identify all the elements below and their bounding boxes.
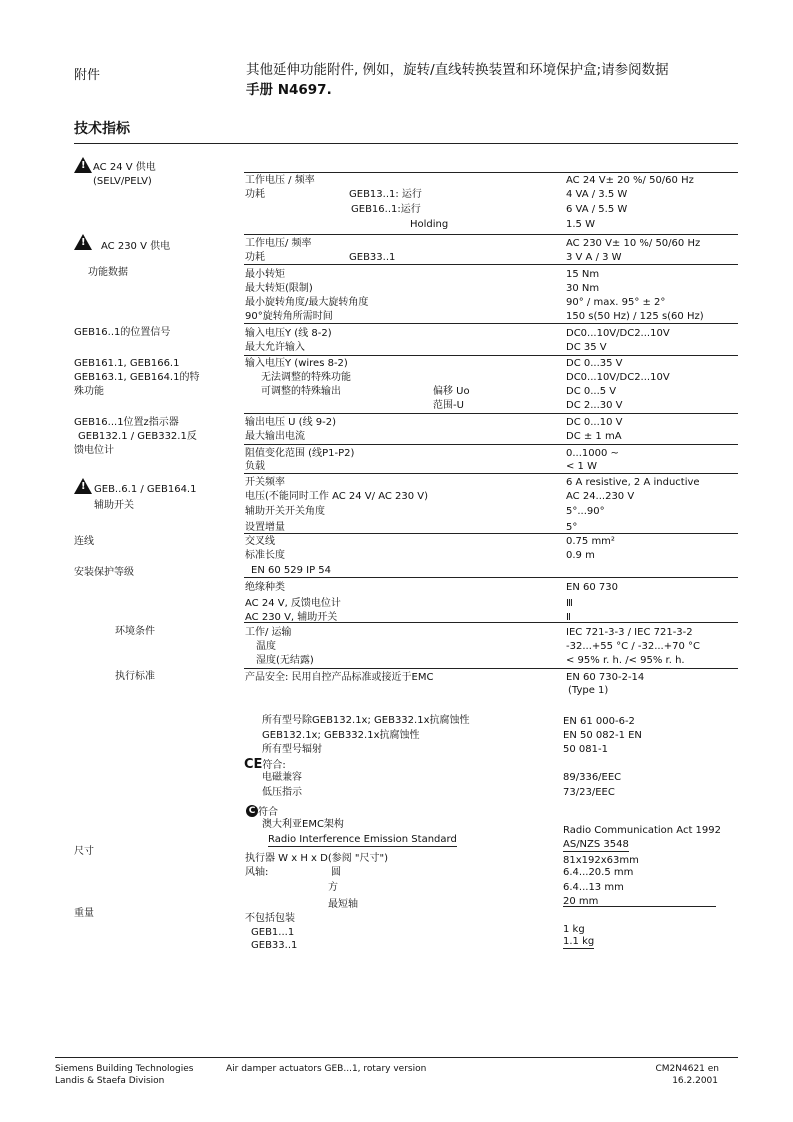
spec-weight-excl: 不包括包装 bbox=[245, 913, 295, 924]
value-radio-act: Radio Communication Act 1992 bbox=[563, 825, 721, 836]
value-cross-section: 0.75 mm² bbox=[566, 536, 615, 547]
value-weight-geb1: 1 kg bbox=[563, 924, 585, 935]
value-rotation-time: 150 s(50 Hz) / 125 s(60 Hz) bbox=[566, 311, 704, 322]
value-switch-angle: 5°...90° bbox=[566, 506, 605, 517]
spec-voltage-230: 工作电压/ 频率 bbox=[245, 238, 312, 249]
value-shaft-min: 20 mm bbox=[563, 896, 599, 907]
spec-weight-geb33: GEB33..1 bbox=[251, 940, 298, 951]
label-geb61-l2: 辅助开关 bbox=[94, 500, 134, 511]
spec-shaft: 风轴: bbox=[245, 867, 269, 878]
value-rotation-angle: 90° / max. 95° ± 2° bbox=[566, 297, 666, 308]
value-setting-increment: 5° bbox=[566, 522, 578, 533]
accessories-text-line1: 其他延伸功能附件, 例如，旋转/直线转换装置和环境保护盒;请参阅数据 bbox=[246, 62, 669, 78]
spec-range: 范围-U bbox=[433, 400, 464, 411]
spec-holding: Holding bbox=[410, 219, 449, 230]
spec-weight-geb1: GEB1...1 bbox=[251, 927, 295, 938]
group-rule bbox=[244, 533, 738, 534]
spec-max-torque: 最大转矩(限制) bbox=[245, 283, 313, 294]
value-geb16-power: 6 VA / 5.5 W bbox=[566, 204, 628, 215]
label-selv: (SELV/PELV) bbox=[93, 176, 152, 187]
spec-output-voltage: 输出电压 U (线 9-2) bbox=[245, 417, 336, 428]
group-rule bbox=[244, 264, 738, 265]
value-immunity-all: EN 61 000-6-2 bbox=[563, 716, 635, 727]
spec-insulation-24: AC 24 V, 反馈电位计 bbox=[245, 598, 341, 609]
warning-icon bbox=[74, 157, 92, 173]
spec-conformity: 符合: bbox=[262, 760, 286, 771]
spec-geb33: GEB33..1 bbox=[349, 252, 396, 263]
value-weight-geb33: 1.1 kg bbox=[563, 936, 595, 947]
spec-standard-length: 标准长度 bbox=[245, 550, 285, 561]
spec-power-230: 功耗 bbox=[245, 252, 265, 263]
label-geb16z-l3: 馈电位计 bbox=[74, 445, 114, 456]
group-rule bbox=[244, 323, 738, 324]
value-emission: 50 081-1 bbox=[563, 744, 608, 755]
value-actuator-size: 81x192x63mm bbox=[563, 855, 639, 866]
value-nonadjustable: DC0...10V/DC2...10V bbox=[566, 372, 670, 383]
label-dimensions: 尺寸 bbox=[74, 846, 94, 857]
value-insulation-230: Ⅱ bbox=[566, 612, 571, 623]
group-rule bbox=[244, 577, 738, 578]
spec-insulation: 绝缘种类 bbox=[245, 582, 285, 593]
value-operation-transport: IEC 721-3-3 / IEC 721-3-2 bbox=[566, 627, 693, 638]
value-humidity: < 95% r. h. /< 95% r. h. bbox=[566, 655, 685, 666]
label-weight: 重量 bbox=[74, 908, 94, 919]
spec-rotation-angle: 最小旋转角度/最大旋转角度 bbox=[245, 297, 369, 308]
spec-power-24: 功耗 bbox=[245, 189, 265, 200]
spec-conformity-au: 符合 bbox=[258, 807, 278, 818]
spec-min-torque: 最小转矩 bbox=[245, 269, 285, 280]
value-output-voltage: DC 0...10 V bbox=[566, 417, 623, 428]
footer-division: Landis & Staefa Division bbox=[55, 1076, 165, 1086]
spec-adjustable: 可调整的特殊输出 bbox=[261, 386, 341, 397]
label-geb16z-l1: GEB16...1位置z指示器 bbox=[74, 417, 179, 428]
warning-icon bbox=[74, 234, 92, 250]
label-function-data: 功能数据 bbox=[88, 267, 128, 278]
c-tick-icon: C bbox=[246, 805, 258, 817]
spec-operation-transport: 工作/ 运输 bbox=[245, 627, 292, 638]
group-rule bbox=[244, 234, 738, 235]
label-protection: 安装保护等级 bbox=[74, 567, 134, 578]
spec-radio-standard: Radio Interference Emission Standard bbox=[268, 834, 457, 845]
spec-rotation-time: 90°旋转角所需时间 bbox=[245, 311, 333, 322]
value-voltage-230: AC 230 V± 10 %/ 50/60 Hz bbox=[566, 238, 701, 249]
spec-humidity: 湿度(无结露) bbox=[256, 655, 314, 666]
value-shaft-round: 6.4...20.5 mm bbox=[563, 867, 634, 878]
spec-geb13-run: GEB13..1: 运行 bbox=[349, 189, 422, 200]
value-geb13-power: 4 VA / 3.5 W bbox=[566, 189, 628, 200]
spec-shaft-round: 圆 bbox=[331, 867, 341, 878]
spec-ip-rating: EN 60 529 IP 54 bbox=[251, 565, 332, 576]
spec-emission: 所有型号辐射 bbox=[262, 744, 322, 755]
group-rule bbox=[244, 444, 738, 445]
value-switch-voltage: AC 24...230 V bbox=[566, 491, 635, 502]
spec-switch-frequency: 开关频率 bbox=[245, 477, 285, 488]
ce-mark bbox=[244, 753, 286, 772]
value-output-current: DC ± 1 mA bbox=[566, 431, 622, 442]
spec-resistance: 阻值变化范围 (线P1-P2) bbox=[245, 448, 355, 459]
footer-title: Air damper actuators GEB...1, rotary version bbox=[226, 1064, 427, 1074]
section-title: 技术指标 bbox=[74, 121, 130, 137]
ce-icon: CE bbox=[244, 757, 263, 772]
footer-date: 16.2.2001 bbox=[672, 1076, 718, 1086]
label-geb61-l1: GEB..6.1 / GEB164.1 bbox=[94, 484, 197, 495]
spec-load: 负载 bbox=[245, 461, 265, 472]
value-holding: 1.5 W bbox=[566, 219, 595, 230]
spec-setting-increment: 设置增量 bbox=[245, 522, 285, 533]
value-max-torque: 30 Nm bbox=[566, 283, 600, 294]
value-insulation: EN 60 730 bbox=[566, 582, 618, 593]
value-emc: 89/336/EEC bbox=[563, 772, 622, 783]
group-rule bbox=[244, 355, 738, 356]
label-geb16-position: GEB16..1的位置信号 bbox=[74, 327, 171, 338]
label-ac230: AC 230 V 供电 bbox=[101, 241, 171, 252]
value-load: < 1 W bbox=[566, 461, 597, 472]
accessories-label: 附件 bbox=[74, 68, 101, 83]
value-insulation-24: Ⅲ bbox=[566, 598, 573, 609]
ctick-mark bbox=[246, 800, 278, 819]
spec-output-current: 最大输出电流 bbox=[245, 431, 305, 442]
label-environment: 环境条件 bbox=[115, 626, 155, 637]
label-geb161-l2: GEB163.1, GEB164.1的特 bbox=[74, 372, 200, 383]
spec-actuator-size: 执行器 W x H x D(参阅 "尺寸") bbox=[245, 853, 389, 864]
value-max-input: DC 35 V bbox=[566, 342, 607, 353]
label-geb161-l3: 殊功能 bbox=[74, 386, 104, 397]
footer-company: Siemens Building Technologies bbox=[55, 1064, 194, 1074]
value-min-torque: 15 Nm bbox=[566, 269, 600, 280]
spec-max-input: 最大允许输入 bbox=[245, 342, 305, 353]
spec-shaft-min: 最短轴 bbox=[328, 899, 358, 910]
spec-temperature: 温度 bbox=[256, 641, 276, 652]
label-ac24: AC 24 V 供电 bbox=[93, 162, 156, 173]
value-immunity-geb132: EN 50 082-1 EN bbox=[563, 730, 642, 741]
spec-au-emc: 澳大利亚EMC架构 bbox=[262, 819, 344, 830]
label-cable: 连线 bbox=[74, 536, 94, 547]
value-input-voltage: DC0...10V/DC2...10V bbox=[566, 328, 670, 339]
spec-offset: 偏移 Uo bbox=[433, 386, 470, 397]
spec-emc: 电磁兼容 bbox=[262, 772, 302, 783]
warning-icon bbox=[74, 478, 92, 494]
group-rule bbox=[244, 413, 738, 414]
spec-voltage-24: 工作电压 / 频率 bbox=[245, 175, 315, 186]
spec-low-voltage: 低压指示 bbox=[262, 787, 302, 798]
label-geb161-l1: GEB161.1, GEB166.1 bbox=[74, 358, 180, 369]
label-standards: 执行标准 bbox=[115, 671, 155, 682]
spec-nonadjustable: 无法调整的特殊功能 bbox=[261, 372, 351, 383]
footer-doc-number: CM2N4621 en bbox=[655, 1064, 719, 1074]
accessories-text-line2: 手册 N4697. bbox=[246, 82, 332, 98]
value-low-voltage: 73/23/EEC bbox=[563, 787, 615, 798]
value-voltage-24: AC 24 V± 20 %/ 50/60 Hz bbox=[566, 175, 694, 186]
footer-rule bbox=[55, 1057, 738, 1058]
value-shaft-square: 6.4...13 mm bbox=[563, 882, 624, 893]
value-resistance: 0...1000 ~ bbox=[566, 448, 619, 459]
spec-cross-section: 交叉线 bbox=[245, 536, 275, 547]
spec-product-safety: 产品安全: 民用自控产品标准或接近于EMC bbox=[245, 672, 434, 683]
group-rule bbox=[244, 668, 738, 669]
group-rule bbox=[244, 473, 738, 474]
value-temperature: -32...+55 °C / -32...+70 °C bbox=[566, 641, 700, 652]
value-input-wires: DC 0...35 V bbox=[566, 358, 623, 369]
value-switch-frequency: 6 A resistive, 2 A inductive bbox=[566, 477, 700, 488]
spec-insulation-230: AC 230 V, 辅助开关 bbox=[245, 612, 338, 623]
value-geb33-power: 3 V A / 3 W bbox=[566, 252, 622, 263]
spec-switch-voltage: 电压(不能同时工作 AC 24 V/ AC 230 V) bbox=[245, 491, 429, 502]
spec-immunity-geb132: GEB132.1x; GEB332.1x抗腐蚀性 bbox=[262, 730, 420, 741]
label-geb16z-l2: GEB132.1 / GEB332.1反 bbox=[78, 431, 197, 442]
spec-input-voltage: 输入电压Y (线 8-2) bbox=[245, 328, 332, 339]
value-rule bbox=[563, 906, 716, 907]
value-product-safety: EN 60 730-2-14 bbox=[566, 672, 645, 683]
value-offset: DC 0...5 V bbox=[566, 386, 617, 397]
spec-geb16-run: GEB16..1:运行 bbox=[351, 204, 421, 215]
value-range: DC 2...30 V bbox=[566, 400, 623, 411]
spec-switch-angle: 辅助开关开关角度 bbox=[245, 506, 325, 517]
spec-shaft-square: 方 bbox=[328, 882, 338, 893]
value-asnzs: AS/NZS 3548 bbox=[563, 839, 629, 850]
spec-immunity-all: 所有型号除GEB132.1x; GEB332.1x抗腐蚀性 bbox=[262, 715, 470, 726]
group-rule bbox=[244, 172, 738, 173]
value-standard-length: 0.9 m bbox=[566, 550, 595, 561]
section-rule bbox=[74, 143, 738, 144]
value-product-safety-type: (Type 1) bbox=[568, 685, 609, 696]
spec-input-voltage-wires: 输入电压Y (wires 8-2) bbox=[245, 358, 348, 369]
